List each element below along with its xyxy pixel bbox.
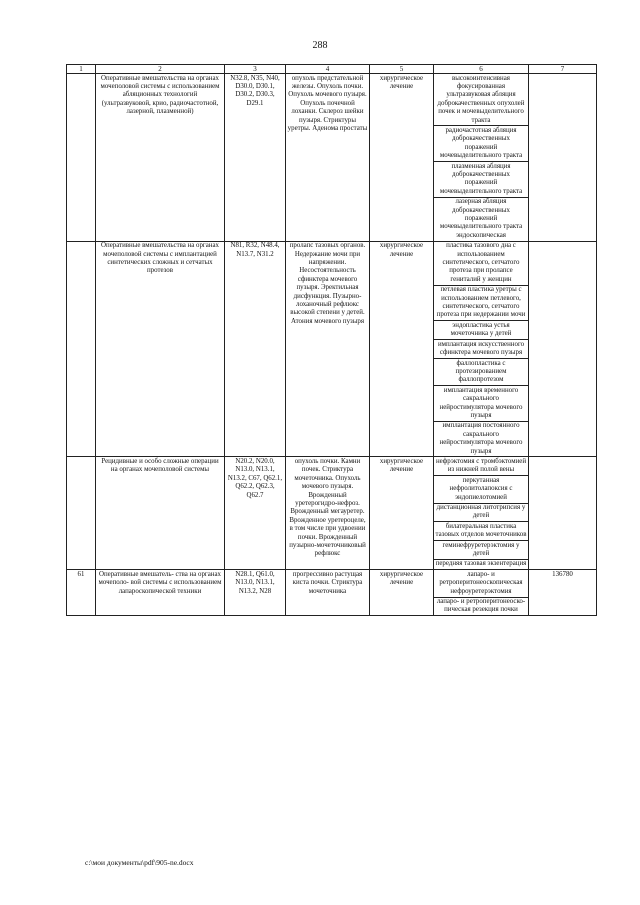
treatment-type: хирургическое лечение (370, 241, 434, 457)
treatment-type: хирургическое лечение (370, 457, 434, 570)
treatment-type: хирургическое лечение (370, 74, 434, 242)
price (529, 457, 597, 570)
treatment-method: плазменная абляция доброкачественных поражений мочевыделительного тракта (434, 162, 529, 198)
price: 136780 (529, 570, 597, 616)
treatment-method: перкутанная нефролитолапоксия с эндопиелотомией (434, 476, 529, 503)
service-name: Оперативные вмешательства на органах мочеполовой системы с использованием абляционных технологий (ультразвуковой, крио, радиочастотной, лазерной, плазменной) (96, 74, 225, 242)
row-number: 61 (67, 570, 96, 616)
price (529, 74, 597, 242)
row-number (67, 457, 96, 570)
patient-model: опухоль предстательной железы. Опухоль почки. Опухоль мочевого пузыря. Опухоль почечной лоханки. Склероз шейки пузыря. Стриктуры уретры. Аденома простаты (286, 74, 370, 242)
treatment-method: лапаро- и ретроперитонеоскопическая нефроуретерэктомия (434, 570, 529, 597)
page-number: 288 (312, 40, 328, 51)
service-name: Рецидивные и особо сложные операции на органах мочеполовой системы (96, 457, 225, 570)
icd-codes: N20.2, N20.0, N13.0, N13.1, N13.2, C67, Q62.1, Q62.2, Q62.3, Q62.7 (225, 457, 286, 570)
treatment-method: передняя тазовая экзентерация (434, 559, 529, 569)
price (529, 241, 597, 457)
treatment-method: лапаро- и ретроперитонеоско-пическая резекция почки (434, 597, 529, 616)
treatment-method: высокоинтенсивная фокусированная ультразвуковая абляция доброкачественных опухолей почек и мочевыделительного тракта (434, 74, 529, 126)
treatment-method: дистанционная литотрипсия у детей (434, 503, 529, 522)
icd-codes: N28.1, Q61.0, N13.0, N13.1, N13.2, N28 (225, 570, 286, 616)
service-name: Оперативные вмешательства на органах мочеполовой системы с имплантацией синтетических сложных и сетчатых протезов (96, 241, 225, 457)
services-table (66, 64, 597, 616)
treatment-method: радиочастотная абляция доброкачественных поражений мочевыделительного тракта (434, 126, 529, 162)
treatment-method: пластика тазового дна с использованием синтетического, сетчатого протеза при пролапсе гениталий у женщин (434, 241, 529, 285)
column-number: 7 (529, 65, 597, 74)
treatment-method: фаллопластика с протезированием фаллопротезом (434, 359, 529, 386)
column-number: 6 (434, 65, 529, 74)
patient-model: пролапс тазовых органов. Недержание мочи при напряжении. Несостоятельность сфинктера мочевого пузыря. Эректильная дисфункция. Пузырно-лоханочный рефлюкс высокой степени у детей. Атония мочевого пузыря (286, 241, 370, 457)
column-number-row (67, 65, 597, 74)
column-number: 4 (286, 65, 370, 74)
patient-model: прогрессивно растущая киста почки. Стриктура мочеточника (286, 570, 370, 616)
column-number: 5 (370, 65, 434, 74)
row-number (67, 74, 96, 242)
column-number: 3 (225, 65, 286, 74)
treatment-method: имплантация временного сакрального нейростимулятора мочевого пузыря (434, 386, 529, 422)
row-number (67, 241, 96, 457)
treatment-method: билатеральная пластика тазовых отделов мочеточников (434, 522, 529, 541)
treatment-method: эндопластика устья мочеточника у детей (434, 321, 529, 340)
table-row (67, 74, 597, 126)
treatment-method: лазерная абляция доброкачественных поражений мочевыделительного тракта эндоскопическая (434, 197, 529, 241)
column-number: 2 (96, 65, 225, 74)
treatment-method: петлевая пластика уретры с использованием петлевого, синтетического, сетчатого протеза при недержании мочи (434, 285, 529, 321)
treatment-method: имплантация искусственного сфинктера мочевого пузыря (434, 340, 529, 359)
icd-codes: N81, R32, N48.4, N13.7, N31.2 (225, 241, 286, 457)
table-row (67, 570, 597, 597)
patient-model: опухоль почки. Камни почек. Стриктура мочеточника. Опухоль мочевого пузыря. Врожденный уретерогидро-нефроз. Врожденный мегауретер. Врожденное уретероцеле, в том числе при удвоении почки. Врожденный пузырно-мочеточниковый рефлюкс (286, 457, 370, 570)
service-name: Оперативные вмешатель- ства на органах мочеполо- вой системы с использованием лапароскопической техники (96, 570, 225, 616)
treatment-method: геминефруретерэктомия у детей (434, 541, 529, 560)
treatment-type: хирургическое лечение (370, 570, 434, 616)
treatment-method: имплантация постоянного сакрального нейростимулятора мочевого пузыря (434, 421, 529, 457)
column-number: 1 (67, 65, 96, 74)
treatment-method: нефрэктомия с тромбэктомией из нижней полой вены (434, 457, 529, 476)
table-row (67, 457, 597, 476)
table-row (67, 241, 597, 285)
icd-codes: N32.8, N35, N40, D30.0, D30.1, D30.2, D30.3, D29.1 (225, 74, 286, 242)
document-path-footer: c:\мои документы\pdf\905-ne.docx (85, 858, 194, 867)
